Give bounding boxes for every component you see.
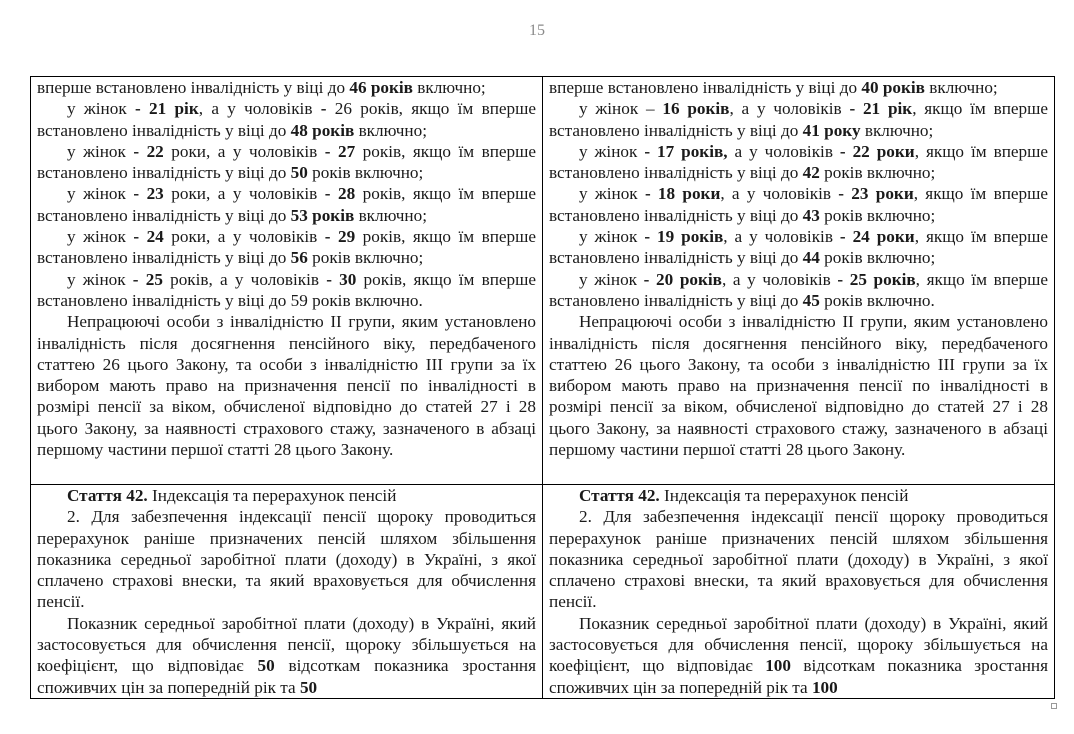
text-run: відсоткам показника зростання споживчих цін за попередній рік та — [37, 656, 536, 697]
page-number: 15 — [529, 22, 545, 39]
paragraph — [549, 311, 1048, 460]
text-run: , а у чоловіків — [729, 99, 850, 119]
table-row — [31, 485, 1055, 699]
cell-proposed-text — [543, 77, 1055, 485]
text-run: Непрацюючі особи з інвалідністю II групи, яким установлено інвалідність після досягнення пенсійного віку, передбаченого статтею 26 цього Закону, та особи з інвалідністю III групи за їх вибором мають право на призначення пенсії по інвалідності в розмірі пенсії за віком, обчисленої відповідно до статей 27 і 28 цього Закону, за наявності страхового стажу, зазначеного в абзаці першому частини першої статті 28 цього Закону. — [37, 312, 536, 460]
bold-text: Стаття 42. — [67, 486, 148, 505]
paragraph — [549, 141, 1048, 184]
bold-text: - — [320, 99, 327, 119]
text-run: років включно. — [819, 290, 935, 310]
text-run: 2. Для забезпечення індексації пенсії щороку проводиться перерахунок раніше призначених пенсій шляхом збільшення показника середньої заробітної плати (доходу) в Україні, з якої сплачено страхові внески, та який враховується для обчислення пенсії. — [549, 507, 1048, 612]
bold-text: 56 — [290, 248, 308, 268]
bold-text: 50 — [257, 656, 275, 676]
bold-text: - 21 рік — [849, 99, 913, 119]
text-run: Індексація та перерахунок пенсій — [147, 486, 397, 505]
cell-current-text — [31, 77, 543, 485]
bold-text: - 24 роки — [839, 227, 915, 247]
paragraph — [549, 226, 1048, 269]
text-run: Індексація та перерахунок пенсій — [659, 486, 909, 505]
bold-text: - 27 — [324, 141, 356, 161]
text-run: Показник середньої заробітної плати (доходу) в Україні, який застосовується для обчислення пенсії, щороку збільшується на коефіцієнт, що відповідає — [37, 613, 536, 676]
bold-text: 44 — [802, 248, 820, 268]
bold-text: 100 — [765, 656, 791, 676]
bold-text: 16 років — [662, 99, 730, 119]
text-run: у жінок — [579, 184, 645, 204]
text-run: , а у чоловіків — [723, 227, 840, 247]
text-run: Показник середньої заробітної плати (доходу) в Україні, який застосовується для обчислення пенсії, щороку збільшується на коефіцієнт, що відповідає — [549, 613, 1048, 676]
text-run: років включно; — [819, 248, 936, 268]
text-run: включно; — [412, 78, 486, 97]
text-run: у жінок – — [579, 99, 663, 119]
paragraph — [549, 506, 1048, 612]
text-run: 2. Для забезпечення індексації пенсії щороку проводиться перерахунок раніше призначених пенсій шляхом збільшення показника середньої заробітної плати (доходу) в Україні, з якої сплачено страхові внески, та який враховується для обчислення пенсії. — [37, 507, 536, 612]
bold-text: 53 років — [290, 205, 355, 225]
bold-text: - 17 років, — [644, 141, 728, 161]
text-run: у жінок — [579, 227, 645, 247]
bold-text: 41 року — [802, 120, 861, 140]
paragraph — [37, 311, 536, 460]
bold-text: - 30 — [326, 269, 357, 289]
text-run: у жінок — [67, 99, 135, 119]
text-run: вперше встановлено інвалідність у віці до — [37, 78, 350, 97]
paragraph — [37, 506, 536, 612]
text-run: у жінок — [67, 227, 134, 247]
text-run: роки, а у чоловіків — [163, 184, 325, 204]
text-run: років, якщо їм вперше встановлено інвалідність у віці до — [37, 184, 536, 225]
text-run: а у чоловіків — [727, 141, 840, 161]
paragraph — [37, 141, 536, 184]
text-run: включно; — [924, 78, 998, 97]
text-run: років включно; — [819, 205, 936, 225]
bold-text: 50 — [299, 677, 318, 697]
text-run: , якщо їм вперше встановлено інвалідність у віці до — [549, 99, 1048, 140]
text-run: у жінок — [67, 184, 134, 204]
bold-text: 40 років — [861, 78, 925, 97]
paragraph — [37, 613, 536, 698]
cell-proposed-text — [543, 485, 1055, 699]
text-run: , а у чоловіків — [198, 99, 321, 119]
text-run: , а у чоловіків — [720, 184, 839, 204]
bold-text: - 29 — [324, 227, 356, 247]
bold-text: 50 — [290, 163, 308, 183]
text-run: включно; — [860, 120, 934, 140]
paragraph — [37, 485, 536, 506]
paragraph — [549, 98, 1048, 141]
bold-text: 48 років — [290, 120, 355, 140]
paragraph — [549, 77, 1048, 98]
text-run: років включно; — [307, 163, 424, 183]
paragraph — [37, 77, 536, 98]
paragraph — [549, 269, 1048, 312]
text-run: років включно; — [307, 248, 424, 268]
text-run: , а у чоловіків — [721, 269, 838, 289]
text-run: відсоткам показника зростання споживчих цін за попередній рік та — [549, 656, 1048, 697]
paragraph — [37, 98, 536, 141]
bold-text: - 25 — [132, 269, 163, 289]
paragraph — [549, 613, 1048, 698]
text-run: роки, а у чоловіків — [163, 141, 325, 161]
text-run: , якщо їм вперше встановлено інвалідність у віці до — [549, 141, 1048, 183]
text-run: у жінок — [67, 141, 134, 161]
paragraph — [37, 183, 536, 226]
text-run: у жінок — [67, 269, 133, 289]
text-run: , якщо їм вперше встановлено інвалідність у віці до — [549, 184, 1048, 225]
bold-text: 43 — [802, 205, 820, 225]
bold-text: 46 років — [349, 78, 413, 97]
text-run: включно; — [354, 120, 428, 140]
text-run: 26 років, якщо їм вперше встановлено інвалідність у віці до — [37, 99, 536, 140]
paragraph — [37, 269, 536, 312]
bold-text: - 24 — [133, 227, 164, 247]
bold-text: - 18 роки — [644, 184, 721, 204]
text-run: , якщо їм вперше встановлено інвалідність у віці до — [549, 269, 1048, 310]
text-run: років, якщо їм вперше встановлено інвалідність у віці до 59 років включно. — [37, 269, 536, 310]
bold-text: - 22 роки — [839, 141, 915, 161]
bold-text: 100 — [811, 677, 838, 697]
comparison-table — [30, 76, 1055, 699]
text-run: Непрацюючі особи з інвалідністю II групи, яким установлено інвалідність після досягнення пенсійного віку, передбаченого статтею 26 цього Закону, та особи з інвалідністю III групи за їх вибором мають право на призначення пенсії по інвалідності в розмірі пенсії за віком, обчисленої відповідно до статей 27 і 28 цього Закону, за наявності страхового стажу, зазначеного в абзаці першому частини першої статті 28 цього Закону. — [549, 312, 1048, 460]
text-run: років, а у чоловіків — [162, 269, 327, 289]
paragraph — [549, 485, 1048, 506]
text-run: роки, а у чоловіків — [163, 227, 325, 247]
text-run: років, якщо їм вперше встановлено інвалідність у віці до — [37, 227, 536, 268]
bold-text: - 22 — [133, 141, 164, 161]
bold-text: - 23 роки — [838, 184, 914, 204]
bold-text: 42 — [802, 163, 820, 183]
bold-text: - 19 років — [644, 227, 724, 247]
table-row — [31, 77, 1055, 485]
bold-text: - 20 років — [643, 269, 722, 289]
text-run: вперше встановлено інвалідність у віці до — [549, 78, 862, 97]
bold-text: 45 — [802, 290, 820, 310]
text-run: включно; — [354, 205, 428, 225]
bold-text: Стаття 42. — [579, 486, 660, 505]
bold-text: - 25 років — [837, 269, 916, 289]
paragraph-end-marker — [1051, 703, 1057, 709]
cell-current-text — [31, 485, 543, 699]
paragraph — [549, 183, 1048, 226]
bold-text: - 21 рік — [134, 99, 199, 119]
text-run: у жінок — [579, 269, 644, 289]
text-run: років включно; — [819, 163, 936, 183]
text-run: років, якщо їм вперше встановлено інвалідність у віці до — [37, 141, 536, 183]
text-run: у жінок — [579, 141, 645, 161]
text-run: , якщо їм вперше встановлено інвалідність у віці до — [549, 227, 1048, 268]
paragraph — [37, 226, 536, 269]
bold-text: - 23 — [133, 184, 164, 204]
bold-text: - 28 — [324, 184, 356, 204]
